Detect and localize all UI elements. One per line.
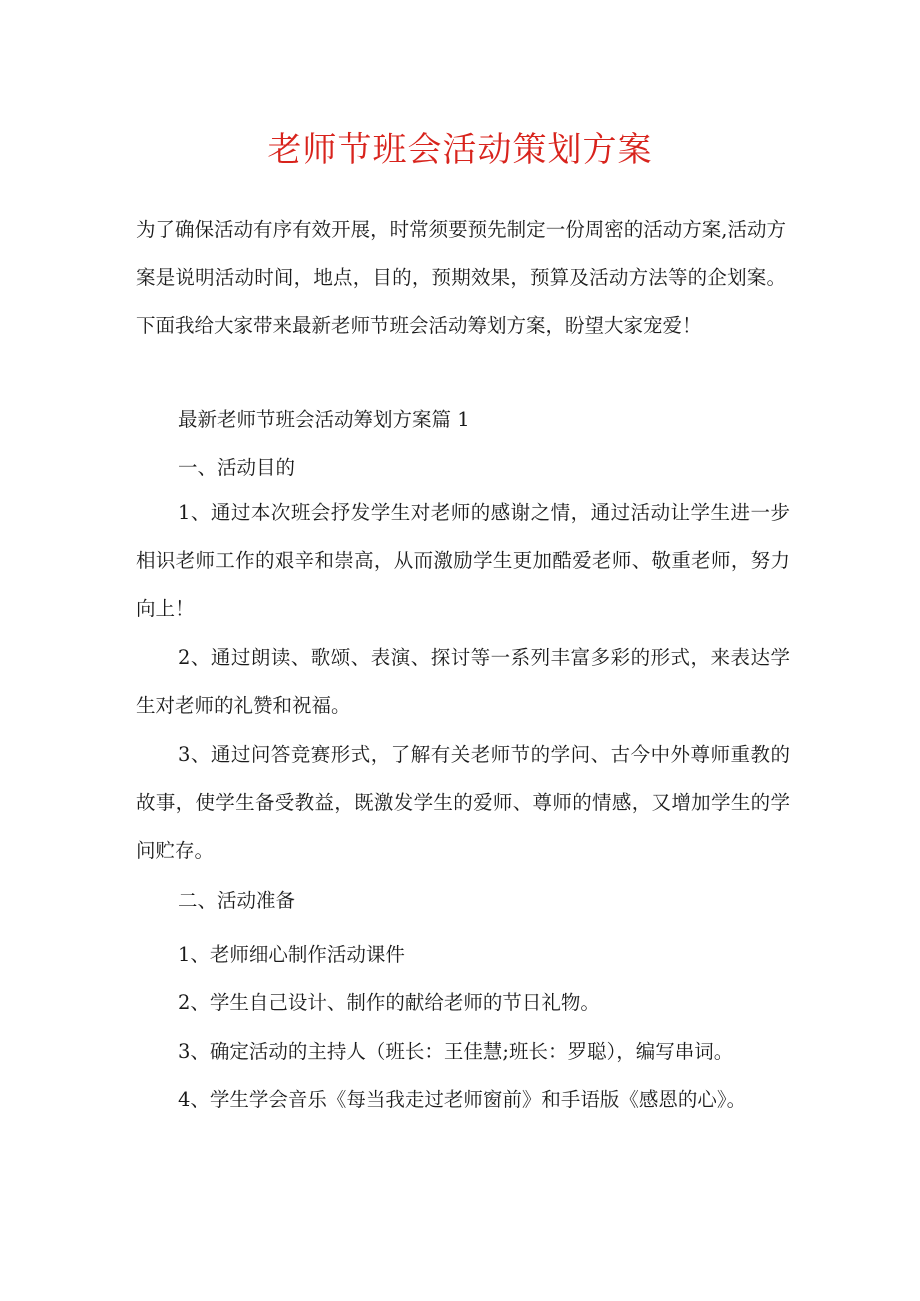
intro-paragraph: 为了确保活动有序有效开展，时常须要预先制定一份周密的活动方案,活动方案是说明活动时间，地点，目的，预期效果，预算及活动方法等的企划案。下面我给大家带来最新老师节班会活动筹划方案，盼望大家宠爱！	[136, 218, 786, 337]
document-title: 老师节班会活动策划方案	[267, 130, 653, 170]
part2-item-4: 4、学生学会音乐《每当我走过老师窗前》和手语版《感恩的心》。	[178, 1088, 747, 1111]
section-title: 最新老师节班会活动筹划方案篇 1	[178, 408, 470, 431]
part2-item-3: 3、确定活动的主持人（班长：王佳慧;班长：罗聪），编写串词。	[178, 1040, 734, 1063]
part1-item-2: 2、通过朗读、歌颂、表演、探讨等一系列丰富多彩的形式，来表达学生对老师的礼赞和祝福。	[136, 646, 790, 717]
part1-item-3: 3、通过问答竞赛形式，了解有关老师节的学问、古今中外尊师重教的故事，使学生备受教益，既激发学生的爱师、尊师的情感，又增加学生的学问贮存。	[136, 743, 790, 862]
part2-heading: 二、活动准备	[178, 889, 296, 912]
part2-item-2: 2、学生自己设计、制作的献给老师的节日礼物。	[178, 991, 600, 1014]
part2-item-1: 1、老师细心制作活动课件	[178, 943, 405, 966]
part1-item-1: 1、通过本次班会抒发学生对老师的感谢之情，通过活动让学生进一步相识老师工作的艰辛和崇高，从而激励学生更加酷爱老师、敬重老师，努力向上！	[136, 501, 790, 620]
part1-heading: 一、活动目的	[178, 456, 296, 479]
